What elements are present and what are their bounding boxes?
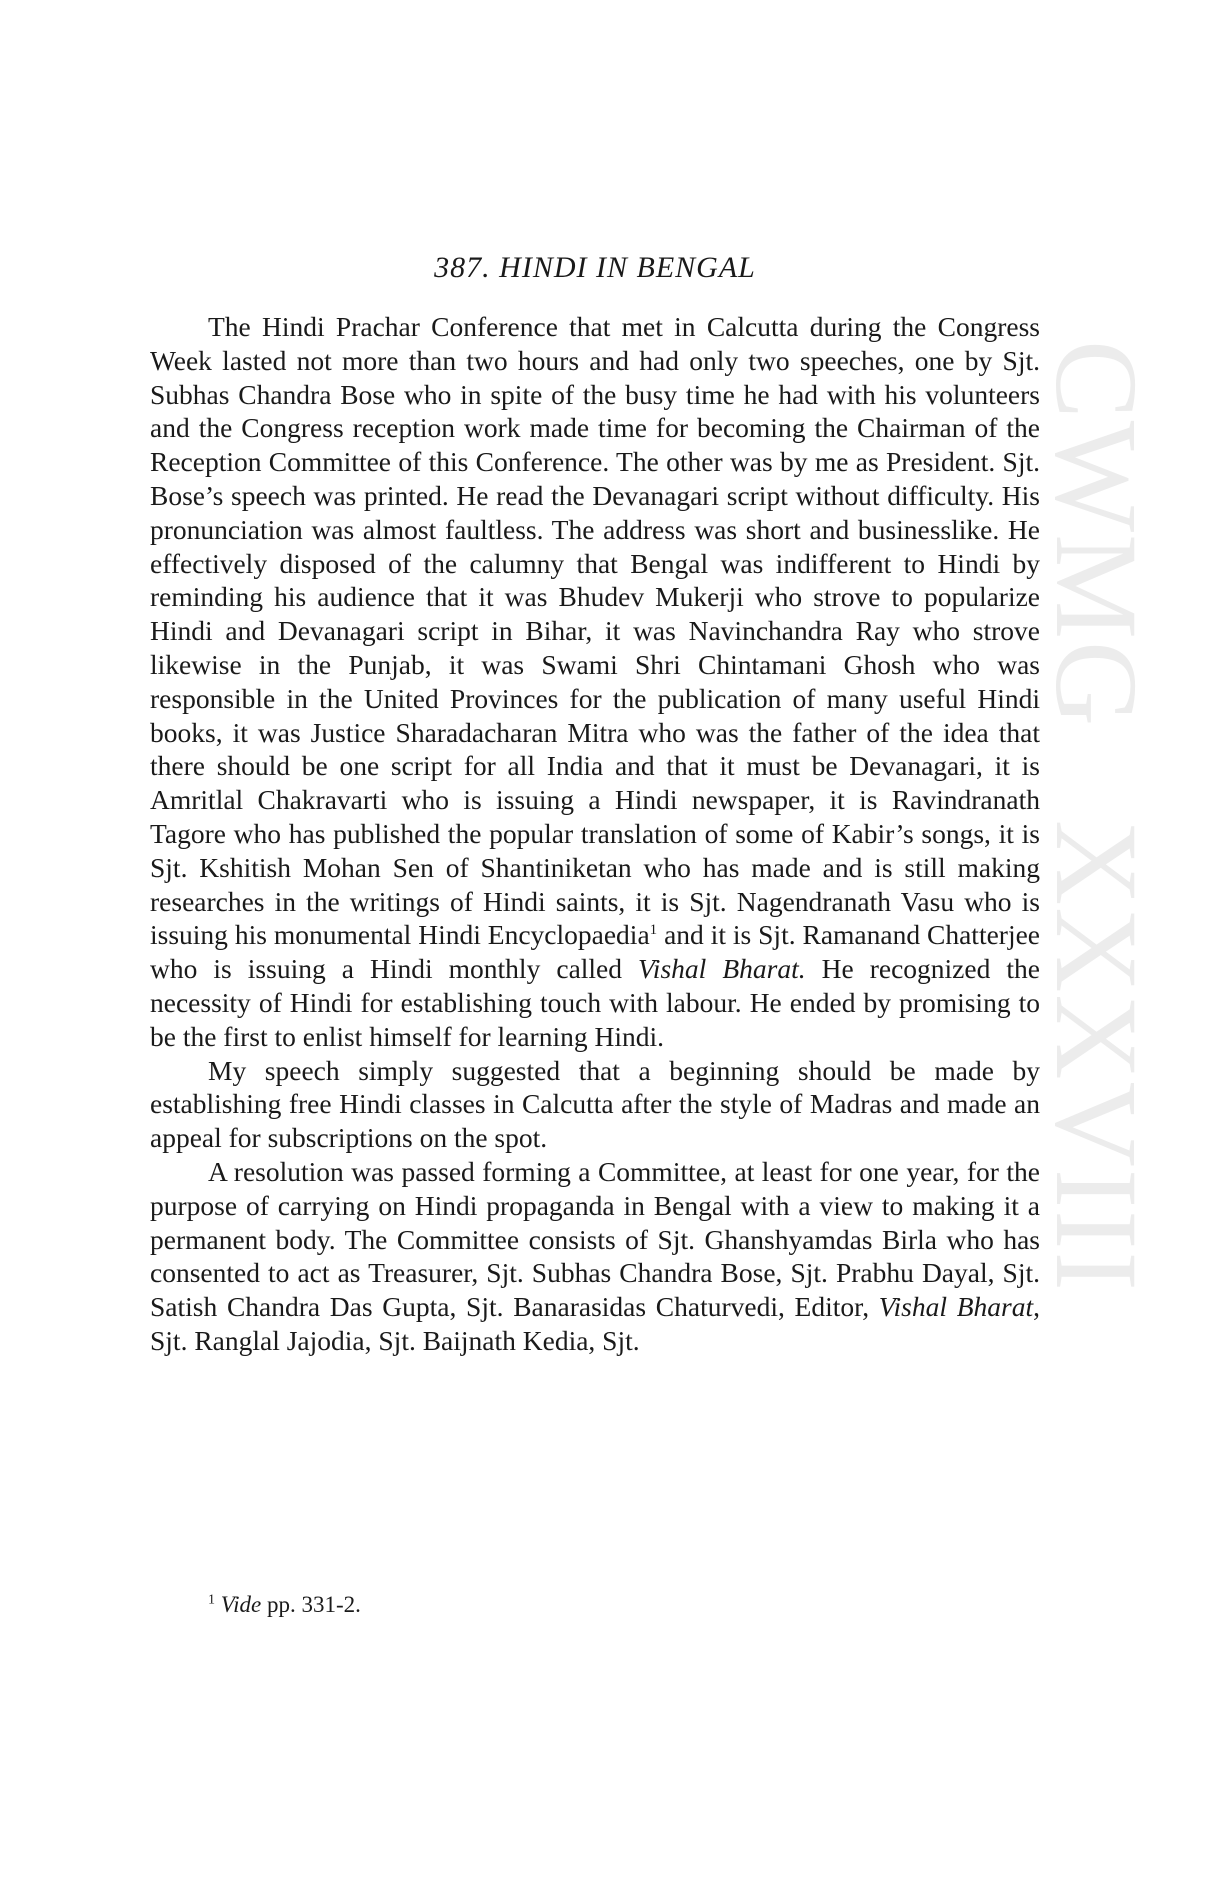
footnote-reference: 1: [649, 922, 658, 939]
paragraph-3-text-b: , Sjt. Ranglal Jajodia, Sjt. Baijnath Kedia, Sjt.: [150, 1291, 1040, 1356]
paragraph-3-text-a: A resolution was passed forming a Committee, at least for one year, for the purpose of carrying on Hindi propaganda in Bengal with a view to making it a permanent body. The Committee consists of Sjt. Ghanshyamdas Birla who has consented to act as Treasurer, Sjt. Subhas Chandra Bose, Sjt. Prabhu Dayal, Sjt. Satish Chandra Das Gupta, Sjt. Banarasidas Chaturvedi, Editor,: [150, 1155, 1040, 1323]
paragraph-3-italic-title: Vishal Bharat: [878, 1291, 1034, 1323]
paragraph-1-text-b: and it is Sjt. Ramanand Chatterjee who is issuing a Hindi monthly called: [150, 919, 1041, 985]
watermark-volume: XXXVIII: [1031, 820, 1162, 1293]
paragraph-1-text-c: He recognized the necessity of Hindi for establishing touch with labour. He ended by promising to be the first to enlist himself for learning Hindi.: [150, 953, 1040, 1052]
paragraph-3: [150, 1155, 1040, 1358]
paragraph-1-italic-title: Vishal Bharat.: [638, 953, 806, 985]
paragraph-1-text-a: The Hindi Prachar Conference that met in Calcutta during the Congress Week lasted not more than two hours and had only two speeches, one by Sjt. Subhas Chandra Bose who in spite of the busy time he had with his volunteers and the Congress reception work made time for becoming the Chairman of the Reception Committee of this Conference. The other was by me as President. Sjt. Bose’s speech was printed. He read the Devanagari script without difficulty. His pronunciation was almost faultless. The address was short and businesslike. He effectively disposed of the calumny that Bengal was indifferent to Hindi by reminding his audience that it was Bhudev Mukerji who strove to popularize Hindi and Devanagari script in Bihar, it was Navinchandra Ray who strove likewise in the Punjab, it was Swami Shri Chintamani Ghosh who was responsible in the United Provinces for the publication of many useful Hindi books, it was Justice Sharadacharan Mitra who was the father of the idea that there should be one script for all India and that it must be Devanagari, it is Amritlal Chakravarti who is issuing a Hindi newspaper, it is Ravindranath Tagore who has published the popular translation of some of Kabir’s songs, it is Sjt. Kshitish Mohan Sen of Shantiniketan who has made and is still making researches in the writings of Hindi saints, it is Sjt. Nagendranath Vasu who is issuing his monumental Hindi Encyclopaedia: [150, 311, 1040, 951]
article-body: [150, 310, 1040, 1358]
footnote-mark: 1: [208, 1592, 215, 1608]
footnote-text: pp. 331-2.: [261, 1592, 361, 1617]
article-title: 387. HINDI IN BENGAL: [434, 251, 756, 284]
footnote-italic: Vide: [220, 1592, 262, 1617]
paragraph-1: [150, 310, 1040, 1054]
footnote: [208, 1590, 361, 1620]
watermark-cwmg: CWMG: [1031, 340, 1162, 729]
paragraph-2: My speech simply suggested that a beginning should be made by establishing free Hindi classes in Calcutta after the style of Madras and made an appeal for subscriptions on the spot.: [150, 1054, 1040, 1154]
